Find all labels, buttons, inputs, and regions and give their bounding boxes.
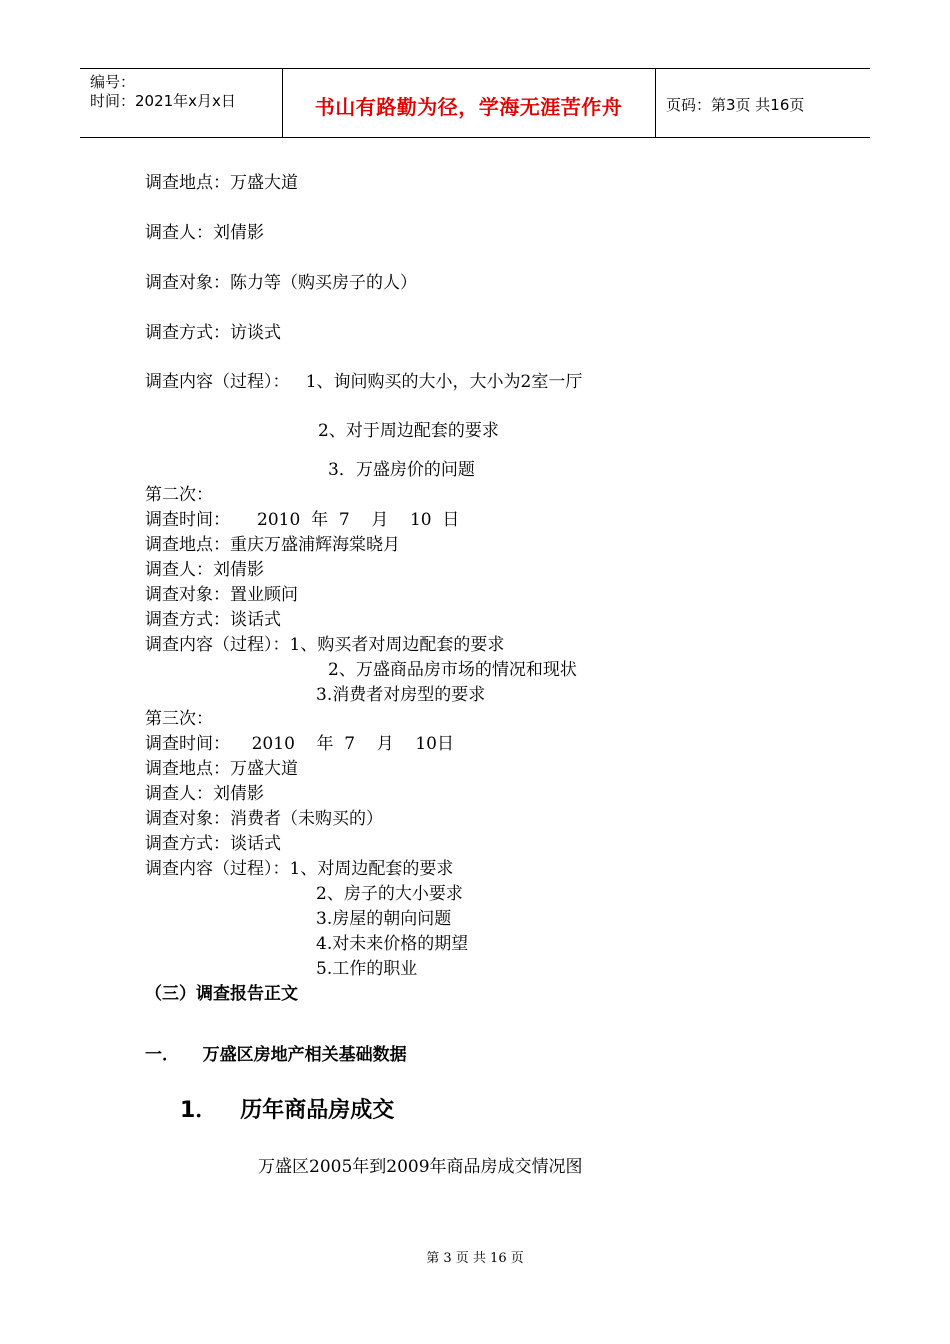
survey1-content-item: 3．万盛房价的问题 [328, 460, 475, 480]
survey3-content-item: 5.工作的职业 [316, 959, 418, 979]
survey2-content: 调查内容（过程）：1、购买者对周边配套的要求 [145, 635, 505, 655]
survey3-content-item: 2、房子的大小要求 [316, 884, 463, 904]
survey2-content-item: 2、万盛商品房市场的情况和现状 [328, 660, 577, 680]
survey1-location: 调查地点：万盛大道 [145, 173, 298, 193]
heading-basic-data: 一． 万盛区房地产相关基础数据 [145, 1045, 407, 1065]
header-left-cell [80, 69, 283, 137]
survey3-surveyor: 调查人：刘倩影 [145, 784, 264, 804]
survey3-title: 第三次： [145, 709, 213, 729]
survey3-content-item: 4.对未来价格的期望 [316, 934, 469, 954]
survey2-location: 调查地点：重庆万盛浦辉海棠晓月 [145, 535, 400, 555]
page-footer: 第 3 页 共 16 页 [426, 1251, 524, 1266]
survey3-method: 调查方式：谈话式 [145, 834, 281, 854]
survey3-content-item: 3.房屋的朝向问题 [316, 909, 452, 929]
survey1-content-item: 2、对于周边配套的要求 [318, 421, 499, 441]
survey2-method: 调查方式：谈话式 [145, 610, 281, 630]
document-time-label: 时间：2021年x月x日 [90, 92, 236, 110]
survey2-title: 第二次： [145, 485, 213, 505]
survey2-content-item: 3.消费者对房型的要求 [316, 685, 486, 705]
survey3-time: 调查时间： 2010 年 7 月 10日 [145, 734, 454, 754]
header-right-cell [656, 69, 870, 137]
survey2-surveyor: 调查人：刘倩影 [145, 560, 264, 580]
survey1-method: 调查方式：访谈式 [145, 323, 281, 343]
survey3-content: 调查内容（过程）：1、对周边配套的要求 [145, 859, 454, 879]
section-heading-report-body: （三）调查报告正文 [145, 984, 298, 1004]
header-motto-cell [282, 69, 656, 137]
survey3-subject: 调查对象：消费者（未购买的） [145, 809, 383, 829]
survey1-surveyor: 调查人：刘倩影 [145, 223, 264, 243]
header-page-info: 页码：第3页 共16页 [666, 96, 805, 114]
survey1-content: 调查内容（过程）： 1、询问购买的大小，大小为2室一厅 [145, 372, 583, 392]
survey3-location: 调查地点：万盛大道 [145, 759, 298, 779]
heading-historical-sales: 1． 历年商品房成交 [180, 1098, 395, 1123]
header-motto: 书山有路勤为径，学海无涯苦作舟 [314, 95, 623, 119]
page-header [80, 68, 870, 138]
survey2-time: 调查时间： 2010 年 7 月 10 日 [145, 510, 460, 530]
chart-caption: 万盛区2005年到2009年商品房成交情况图 [258, 1157, 583, 1177]
survey2-subject: 调查对象：置业顾问 [145, 585, 298, 605]
survey1-subject: 调查对象：陈力等（购买房子的人） [145, 273, 417, 293]
document-number-label: 编号： [90, 73, 136, 91]
